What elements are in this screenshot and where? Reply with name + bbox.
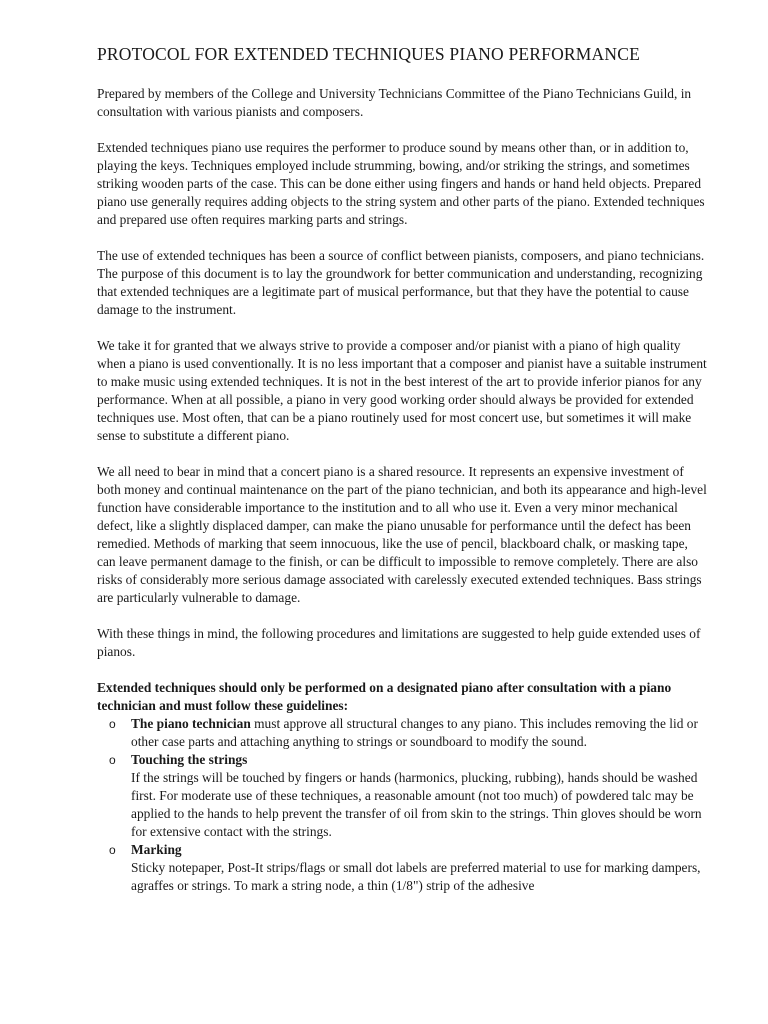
bullet-icon: o (109, 717, 116, 731)
guideline-text: must approve all structural changes to any piano. This includes removing the lid or other case parts and attaching anything to strings or soundboard to modify the sound. (131, 716, 698, 749)
document-title: PROTOCOL FOR EXTENDED TECHNIQUES PIANO PERFORMANCE (97, 44, 640, 64)
guideline-item (97, 841, 709, 895)
body-paragraph: With these things in mind, the following procedures and limitations are suggested to help guide extended uses of pianos. (97, 626, 701, 659)
body-paragraph: Extended techniques piano use requires the performer to produce sound by means other than, or in addition to, playing the keys. Techniques employed include strumming, bowing, and/or striking the strings, and sometimes striking wooden parts of the case. This can be done either using fingers and hands or hand held objects. Prepared piano use generally requires adding objects to the string system and other parts of the piano. Extended techniques and prepared use often requires marking parts and strings. (97, 140, 705, 227)
guideline-title: Marking (131, 842, 182, 857)
guideline-text: Sticky notepaper, Post-It strips/flags or small dot labels are preferred material to use for marking dampers, agraffes or strings. To mark a string node, a thin (1/8") strip of the adhesive (131, 860, 701, 893)
body-paragraph: The use of extended techniques has been a source of conflict between pianists, composers, and piano technicians. The purpose of this document is to lay the groundwork for better communication and understanding, recognizing that extended techniques are a legitimate part of musical performance, but that they have the potential to cause damage to the instrument. (97, 248, 705, 317)
guideline-text: If the strings will be touched by fingers or hands (harmonics, plucking, rubbing), hands should be washed first. For moderate use of these techniques, a reasonable amount (not too much) of powdered talc may be applied to the hands to help prevent the transfer of oil from skin to the strings. Thin gloves should be worn for extensive contact with the strings. (131, 770, 702, 839)
guideline-item (97, 751, 709, 841)
bullet-icon: o (109, 843, 116, 857)
guideline-title: The piano technician (131, 716, 251, 731)
guidelines-heading: Extended techniques should only be performed on a designated piano after consultation with a piano technician and must follow these guidelines: (97, 680, 672, 713)
document-page (97, 44, 709, 895)
guidelines-list (97, 715, 709, 895)
body-paragraph: We all need to bear in mind that a concert piano is a shared resource. It represents an expensive investment of both money and continual maintenance on the part of the piano technician, and both its appearance and high-level function have considerable importance to the institution and to all who use it. Even a very minor mechanical defect, like a slightly displaced damper, can make the piano unusable for performance until the defect has been remedied. Methods of marking that seem innocuous, like the use of pencil, blackboard chalk, or masking tape, can leave permanent damage to the finish, or can be difficult to impossible to remove completely. There are also risks of considerably more serious damage associated with carelessly executed extended techniques. Bass strings are particularly vulnerable to damage. (97, 464, 707, 605)
intro-paragraph: Prepared by members of the College and University Technicians Committee of the Piano Technicians Guild, in consultation with various pianists and composers. (97, 86, 692, 119)
bullet-icon: o (109, 753, 116, 767)
guideline-item (97, 715, 709, 751)
body-paragraph: We take it for granted that we always strive to provide a composer and/or pianist with a piano of high quality when a piano is used conventionally. It is no less important that a composer and pianist have a suitable instrument to make music using extended techniques. It is not in the best interest of the art to provide inferior pianos for any performance. When at all possible, a piano in very good working order should always be provided for extended techniques use. Most often, that can be a piano routinely used for most concert use, but sometimes it will make sense to substitute a different piano. (97, 338, 707, 443)
guideline-title: Touching the strings (131, 752, 248, 767)
